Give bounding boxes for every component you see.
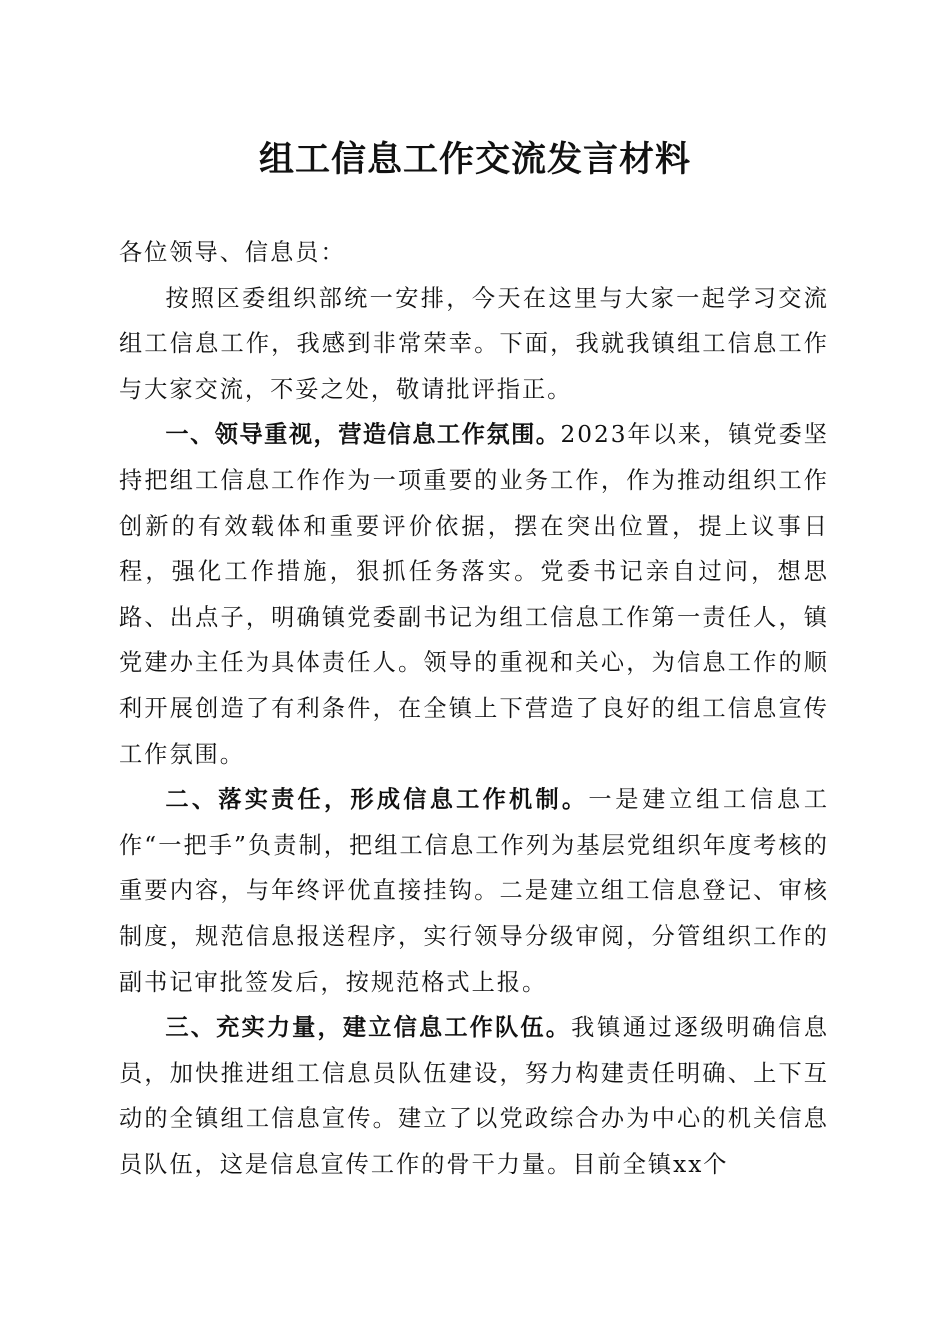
section-text: 一是建立组工信息工作“一把手”负责制，把组工信息工作列为基层党组织年度考核的重要内容，与年终评优直接挂钩。二是建立组工信息登记、审核制度，规范信息报送程序，实行领导分级审阅，分管组织工作的副书记审批签发后，按规范格式上报。 [119,786,830,996]
section-paragraph [119,412,829,777]
intro-paragraph: 按照区委组织部统一安排，今天在这里与大家一起学习交流组工信息工作，我感到非常荣幸。下面，我就我镇组工信息工作与大家交流，不妥之处，敬请批评指正。 [119,284,829,403]
document-body [119,230,829,1187]
salutation: 各位领导、信息员： [119,239,346,266]
document-title: 组工信息工作交流发言材料 [258,139,691,180]
section-paragraph [119,777,829,1005]
section-heading: 二、落实责任，形成信息工作机制。 [165,786,589,814]
section-text: 2023年以来，镇党委坚持把组工信息工作作为一项重要的业务工作，作为推动组织工作创新的有效载体和重要评价依据，摆在突出位置，提上议事日程，强化工作措施，狠抓任务落实。党委书记亲自过问，想思路、出点子，明确镇党委副书记为组工信息工作第一责任人，镇党建办主任为具体责任人。领导的重视和关心，为信息工作的顺利开展创造了有利条件，在全镇上下营造了良好的组工信息宣传工作氛围。 [119,421,829,768]
section-heading: 三、充实力量，建立信息工作队伍。 [165,1014,572,1042]
section-text: 我镇通过逐级明确信息员，加快推进组工信息员队伍建设，努力构建责任明确、上下互动的全镇组工信息宣传。建立了以党政综合办为中心的机关信息员队伍，这是信息宣传工作的骨干力量。目前全镇xx个 [119,1014,830,1178]
section-paragraph [119,1005,829,1187]
section-heading: 一、领导重视，营造信息工作氛围。 [165,421,561,449]
